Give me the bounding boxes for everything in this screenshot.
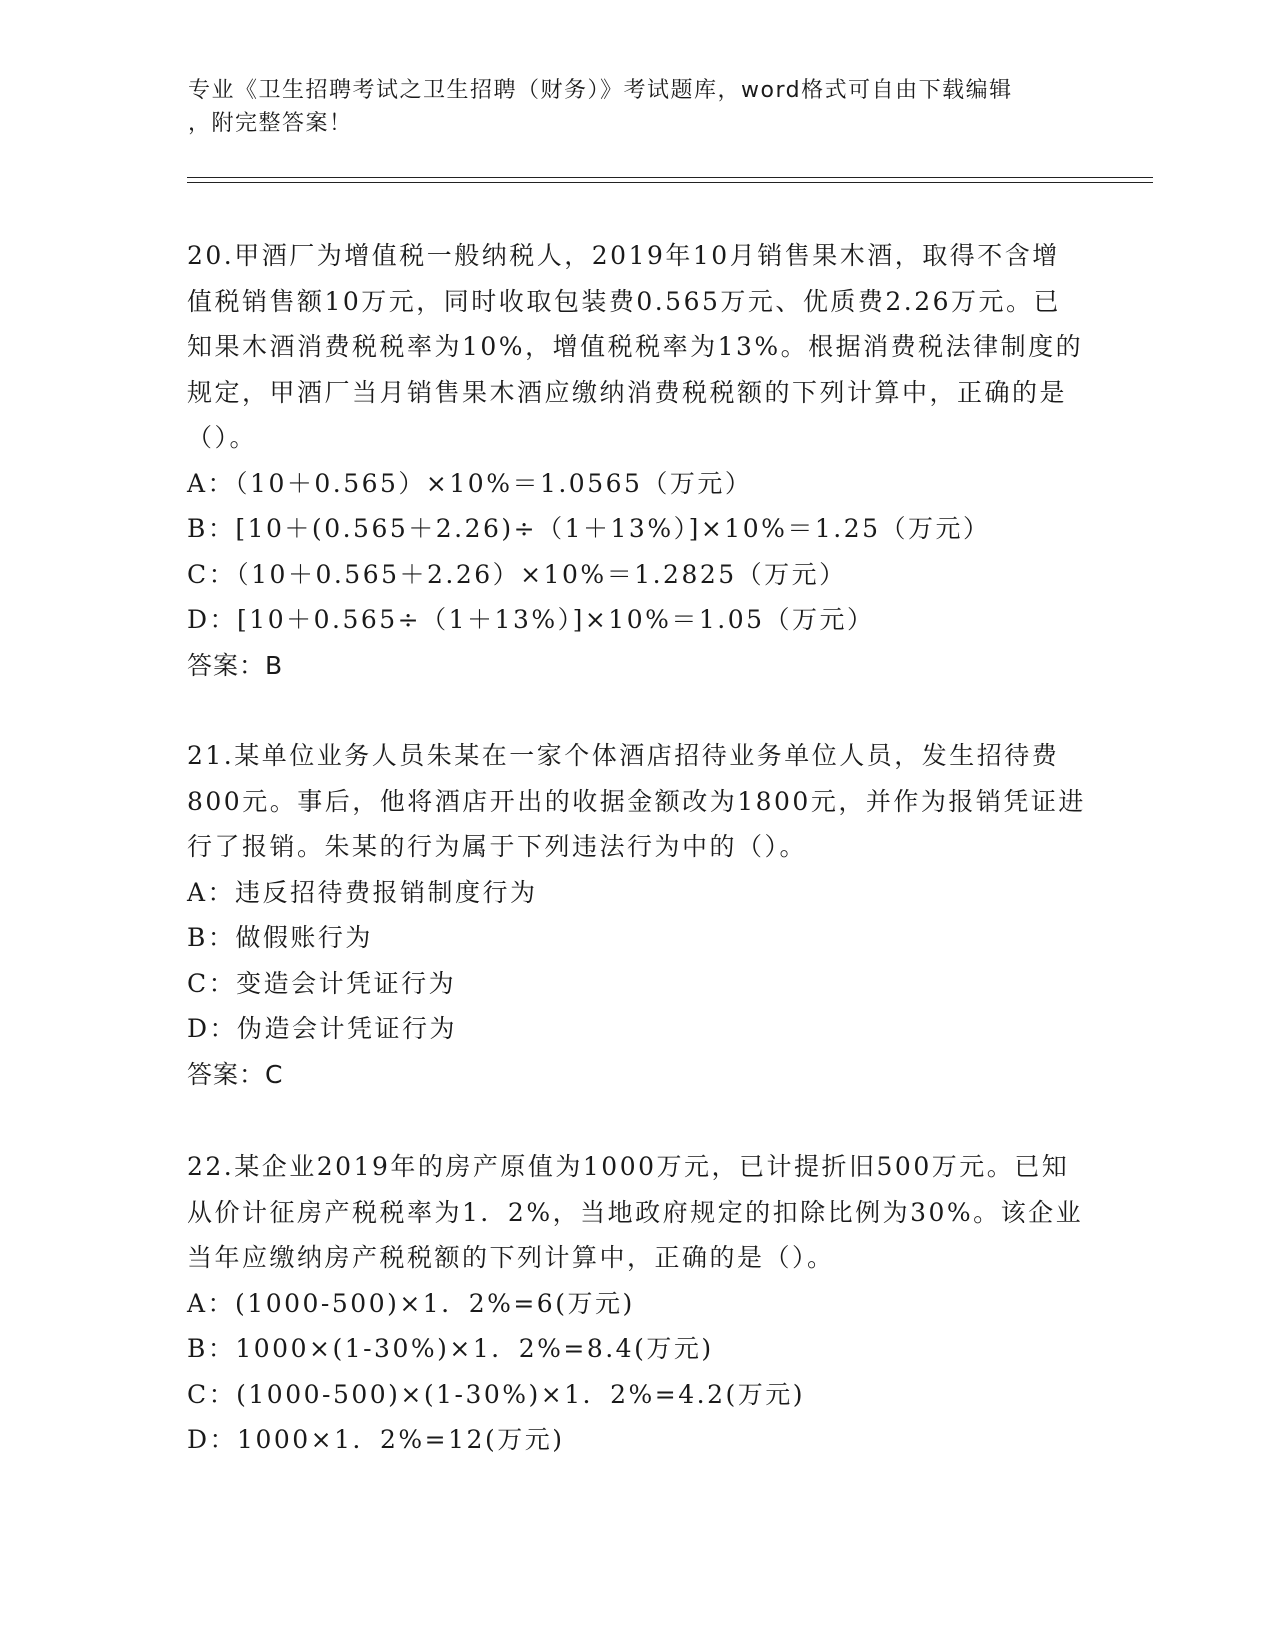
option-c: C：(1000-500)×(1-30%)×1．2%=4.2(万元) [187, 1379, 806, 1409]
option-c: C：变造会计凭证行为 [187, 968, 457, 998]
header-line-2: ，附完整答案！ [188, 111, 353, 136]
header-divider-bottom [187, 182, 1153, 183]
question-stem: 22.某企业2019年的房产原值为1000万元，已计提折旧500万元。已知从价计征房产税税率为1．2%，当地政府规定的扣除比例为30%。该企业当年应缴纳房产税税额的下列计算中，正确的是（）。 [187, 1152, 1084, 1272]
option-d: D：[10＋0.565÷（1＋13%）]×10%＝1.05（万元） [187, 605, 875, 634]
header-line-1: 专业《卫生招聘考试之卫生招聘（财务）》考试题库，word格式可自由下载编辑 [188, 78, 1013, 103]
answer-label: 答案：C [187, 1059, 284, 1089]
option-b: B：[10＋(0.565＋2.26)÷（1＋13%）]×10%＝1.25（万元） [187, 514, 991, 543]
option-a: A：（10＋0.565）×10%＝1.0565（万元） [187, 468, 753, 498]
document-header [188, 74, 1068, 140]
option-c: C：（10＋0.565＋2.26）×10%＝1.2825（万元） [187, 559, 847, 589]
answer-label: 答案：B [187, 650, 284, 680]
option-b: B：做假账行为 [187, 923, 373, 952]
question-20 [187, 233, 1087, 688]
question-21 [187, 733, 1087, 1097]
question-22 [187, 1144, 1087, 1463]
question-stem: 21.某单位业务人员朱某在一家个体酒店招待业务单位人员，发生招待费800元。事后，他将酒店开出的收据金额改为1800元，并作为报销凭证进行了报销。朱某的行为属于下列违法行为中的（）。 [187, 741, 1086, 861]
option-a: A：(1000-500)×1．2%=6(万元) [187, 1288, 635, 1318]
option-d: D：伪造会计凭证行为 [187, 1014, 458, 1043]
option-b: B：1000×(1-30%)×1．2%=8.4(万元) [187, 1334, 714, 1363]
header-divider-top [187, 177, 1153, 178]
option-a: A：违反招待费报销制度行为 [187, 877, 538, 907]
question-stem: 20.甲酒厂为增值税一般纳税人，2019年10月销售果木酒，取得不含增值税销售额10万元，同时收取包装费0.565万元、优质费2.26万元。已知果木酒消费税税率为10%，增值税税率为13%。根据消费税法律制度的规定，甲酒厂当月销售果木酒应缴纳消费税税额的下列计算中，正确的是（）。 [187, 241, 1084, 452]
option-d: D：1000×1．2%=12(万元) [187, 1425, 565, 1454]
